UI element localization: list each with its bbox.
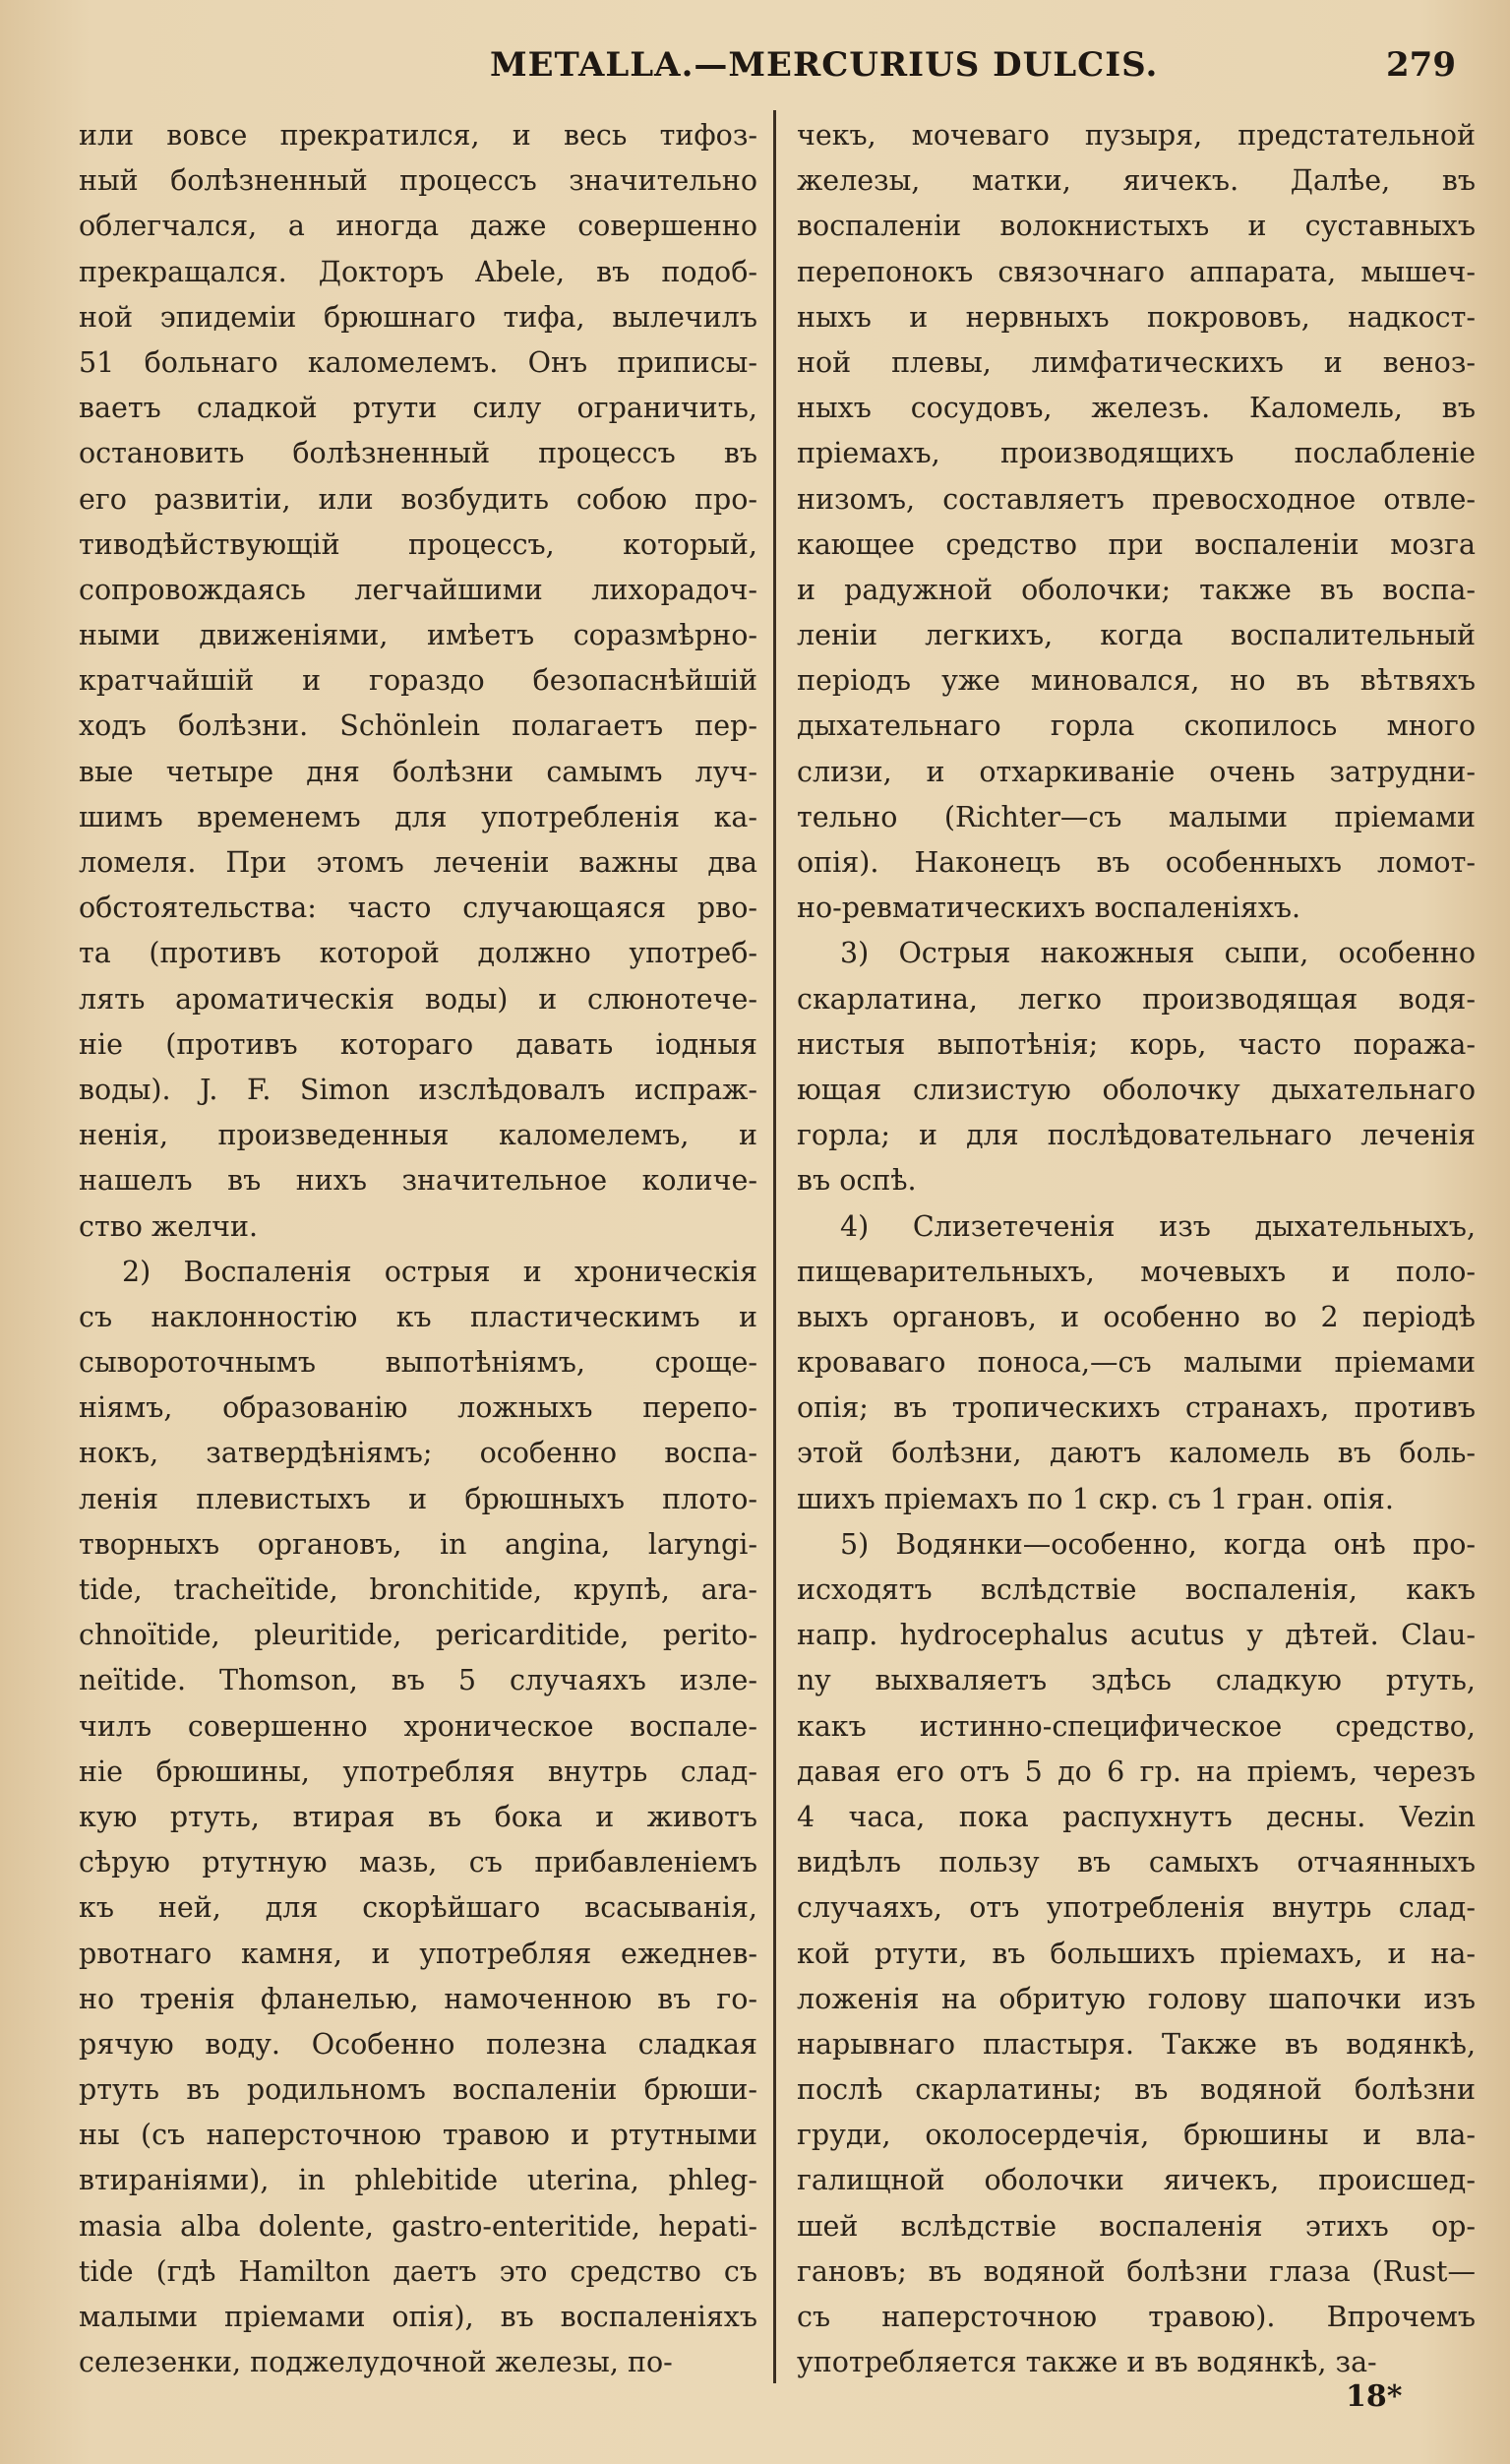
text-line: селезенки, поджелудочной железы, по-	[79, 2346, 673, 2379]
text-line: нистыя выпотѣнія; корь, часто поража-	[797, 1027, 1476, 1061]
text-line: но тренія фланелью, намоченною въ го-	[79, 1982, 757, 2015]
text-line: періодъ уже миновался, но въ вѣтвяхъ	[797, 664, 1476, 698]
text-line: 51 больнаго каломелемъ. Онъ приписы-	[79, 345, 757, 379]
text-line: нарывнаго пластыря. Также въ водянкѣ,	[797, 2027, 1476, 2061]
text-line: какъ истинно-специфическое средство,	[797, 1709, 1476, 1743]
page-header	[79, 39, 1456, 98]
text-line: галищной оболочки яичекъ, происшед-	[797, 2164, 1476, 2197]
text-line: ненія, произведенныя каломелемъ, и	[79, 1119, 757, 1152]
text-line: къ ней, для скорѣйшаго всасыванія,	[79, 1891, 757, 1925]
text-line: низомъ, составляетъ превосходное отвле-	[797, 482, 1476, 516]
text-line: 4 часа, пока распухнутъ десны. Vezin	[797, 1800, 1476, 1833]
text-line: употребляется также и въ водянкѣ, за-	[797, 2346, 1377, 2379]
text-line: съ наклонностію къ пластическимъ и	[79, 1300, 757, 1333]
text-line: tide, tracheïtide, bronchitide, крупѣ, ara-	[79, 1573, 757, 1606]
text-line: шей вслѣдствіе воспаленія этихъ ор-	[797, 2209, 1476, 2243]
text-line: облегчался, а иногда даже совершенно	[79, 210, 757, 243]
text-line: втираніями), in phlebitide uterina, phleg-	[79, 2164, 757, 2197]
text-line: напр. hydrocephalus acutus у дѣтей. Clau-	[797, 1619, 1476, 1652]
text-line: ny выхваляетъ здѣсь сладкую ртуть,	[797, 1664, 1476, 1697]
text-line: но-ревматическихъ воспаленіяхъ.	[797, 892, 1301, 925]
text-line: chnoïtide, pleuritide, pericarditide, perito-	[79, 1619, 757, 1652]
text-line: та (противъ которой должно употреб-	[79, 937, 757, 970]
text-line: ніе брюшины, употребляя внутрь слад-	[79, 1755, 757, 1788]
text-line: его развитіи, или возбудить собою про-	[79, 482, 757, 516]
text-line: давая его отъ 5 до 6 гр. на пріемъ, черезъ	[797, 1755, 1476, 1788]
text-line: случаяхъ, отъ употребленія внутрь слад-	[797, 1891, 1476, 1925]
text-line: слизи, и отхаркиваніе очень затрудни-	[797, 755, 1476, 788]
text-line: кратчайшій и гораздо безопаснѣйшій	[79, 664, 757, 698]
text-line: чекъ, мочеваго пузыря, предстательной	[797, 119, 1476, 152]
text-line: исходятъ вслѣдствіе воспаленія, какъ	[797, 1573, 1476, 1606]
text-line: ломеля. При этомъ леченіи важны два	[79, 846, 757, 879]
text-line: ваетъ сладкой ртути силу ограничить,	[79, 392, 757, 425]
text-line: 4) Слизетеченія изъ дыхательныхъ,	[840, 1209, 1476, 1243]
text-line: ніе (противъ котораго давать іодныя	[79, 1027, 757, 1061]
text-line: кую ртуть, втирая въ бока и животъ	[79, 1800, 757, 1833]
text-line: ходъ болѣзни. Schönlein полагаетъ пер-	[79, 709, 757, 743]
page-number: 279	[1386, 45, 1456, 85]
text-line: сывороточнымъ выпотѣніямъ, сроще-	[79, 1346, 757, 1380]
text-line: рвотнаго камня, и употребляя ежеднев-	[79, 1937, 757, 1970]
right-column	[797, 113, 1476, 2385]
text-line: тельно (Richter—съ малыми пріемами	[797, 800, 1476, 833]
text-line: пищеварительныхъ, мочевыхъ и поло-	[797, 1255, 1476, 1288]
text-line: кроваваго поноса,—съ малыми пріемами	[797, 1346, 1476, 1380]
text-line: этой болѣзни, даютъ каломель въ боль-	[797, 1437, 1476, 1470]
text-line: железы, матки, яичекъ. Далѣе, въ	[797, 164, 1476, 198]
text-line: 3) Острыя накожныя сыпи, особенно	[840, 937, 1476, 970]
text-line: послѣ скарлатины; въ водяной болѣзни	[797, 2073, 1476, 2107]
text-line: нокъ, затвердѣніямъ; особенно воспа-	[79, 1437, 757, 1470]
text-line: видѣлъ пользу въ самыхъ отчаянныхъ	[797, 1846, 1476, 1879]
text-line: горла; и для послѣдовательнаго леченія	[797, 1119, 1476, 1152]
text-line: чилъ совершенно хроническое воспале-	[79, 1709, 757, 1743]
text-line: въ оспѣ.	[797, 1164, 917, 1198]
text-line: ной эпидеміи брюшнаго тифа, вылечилъ	[79, 300, 757, 334]
text-line: и радужной оболочки; также въ воспа-	[797, 573, 1476, 606]
text-line: воды). J. F. Simon изслѣдовалъ испраж-	[79, 1073, 757, 1106]
text-line: ны (съ наперсточною травою и ртутными	[79, 2119, 757, 2152]
text-line: прекращался. Докторъ Abele, въ подоб-	[79, 255, 757, 288]
running-head: METALLA.—MERCURIUS DULCIS.	[490, 45, 1159, 85]
text-line: сѣрую ртутную мазь, съ прибавленіемъ	[79, 1846, 757, 1879]
text-line: леніи легкихъ, когда воспалительный	[797, 619, 1476, 652]
text-line: tide (гдѣ Hamilton даетъ это средство съ	[79, 2254, 757, 2288]
text-line: сопровождаясь легчайшими лихорадоч-	[79, 573, 757, 606]
text-line: творныхъ органовъ, in angina, laryngi-	[79, 1527, 757, 1561]
text-line: пріемахъ, производящихъ послабленіе	[797, 437, 1476, 470]
text-line: ной плевы, лимфатическихъ и веноз-	[797, 345, 1476, 379]
text-line: ложенія на обритую голову шапочки изъ	[797, 1982, 1476, 2015]
text-line: ный болѣзненный процессъ значительно	[79, 164, 757, 198]
text-line: съ наперсточною травою). Впрочемъ	[797, 2301, 1476, 2333]
text-line: малыми пріемами опія), въ воспаленіяхъ	[79, 2301, 757, 2333]
text-line: вые четыре дня болѣзни самымъ луч-	[79, 755, 757, 788]
text-line: или вовсе прекратился, и весь тифоз-	[79, 119, 757, 152]
text-line: скарлатина, легко производящая водя-	[797, 982, 1476, 1016]
text-line: воспаленіи волокнистыхъ и суставныхъ	[797, 210, 1476, 243]
text-line: тиводѣйствующій процессъ, который,	[79, 527, 757, 561]
text-line: лять ароматическія воды) и слюнотече-	[79, 982, 757, 1016]
text-line: перепонокъ связочнаго аппарата, мышеч-	[797, 255, 1476, 288]
text-line: гановъ; въ водяной болѣзни глаза (Rust—	[797, 2254, 1476, 2288]
signature-mark: 18*	[1346, 2379, 1403, 2414]
text-line: ніямъ, образованію ложныхъ перепо-	[79, 1391, 757, 1425]
text-line: кой ртути, въ большихъ пріемахъ, и на-	[797, 1937, 1476, 1970]
text-line: 5) Водянки—особенно, когда онѣ про-	[840, 1527, 1476, 1561]
text-line: опія). Наконецъ въ особенныхъ ломот-	[797, 846, 1476, 879]
text-line: выхъ органовъ, и особенно во 2 періодѣ	[797, 1300, 1476, 1333]
text-line: ныхъ и нервныхъ покрововъ, надкост-	[797, 300, 1476, 334]
text-line: ртуть въ родильномъ воспаленіи брюши-	[79, 2073, 757, 2107]
text-line: опія; въ тропическихъ странахъ, противъ	[797, 1391, 1476, 1425]
text-line: шихъ пріемахъ по 1 скр. съ 1 гран. опія.	[797, 1482, 1394, 1515]
text-line: ленія плевистыхъ и брюшныхъ плото-	[79, 1482, 757, 1515]
text-line: ющая слизистую оболочку дыхательнаго	[797, 1073, 1476, 1106]
text-line: дыхательнаго горла скопилось много	[797, 709, 1476, 743]
text-line: обстоятельства: часто случающаяся рво-	[79, 892, 757, 925]
column-divider	[773, 110, 776, 2383]
text-line: груди, околосердечія, брюшины и вла-	[797, 2119, 1476, 2152]
text-line: нашелъ въ нихъ значительное количе-	[79, 1164, 757, 1198]
text-line: masia alba dolente, gastro-enteritide, hepati-	[79, 2209, 757, 2243]
text-line: шимъ временемъ для употребленія ка-	[79, 800, 757, 833]
text-line: neïtide. Thomson, въ 5 случаяхъ изле-	[79, 1664, 757, 1697]
text-line: рячую воду. Особенно полезна сладкая	[79, 2027, 757, 2061]
text-line: ныхъ сосудовъ, железъ. Каломель, въ	[797, 392, 1476, 425]
text-line: ными движеніями, имѣетъ соразмѣрно-	[79, 619, 757, 652]
text-line: ство желчи.	[79, 1209, 259, 1243]
text-line: кающее средство при воспаленіи мозга	[797, 527, 1476, 561]
text-line: остановить болѣзненный процессъ въ	[79, 437, 757, 470]
text-line: 2) Воспаленія острыя и хроническія	[122, 1255, 757, 1288]
left-column	[79, 113, 757, 2385]
